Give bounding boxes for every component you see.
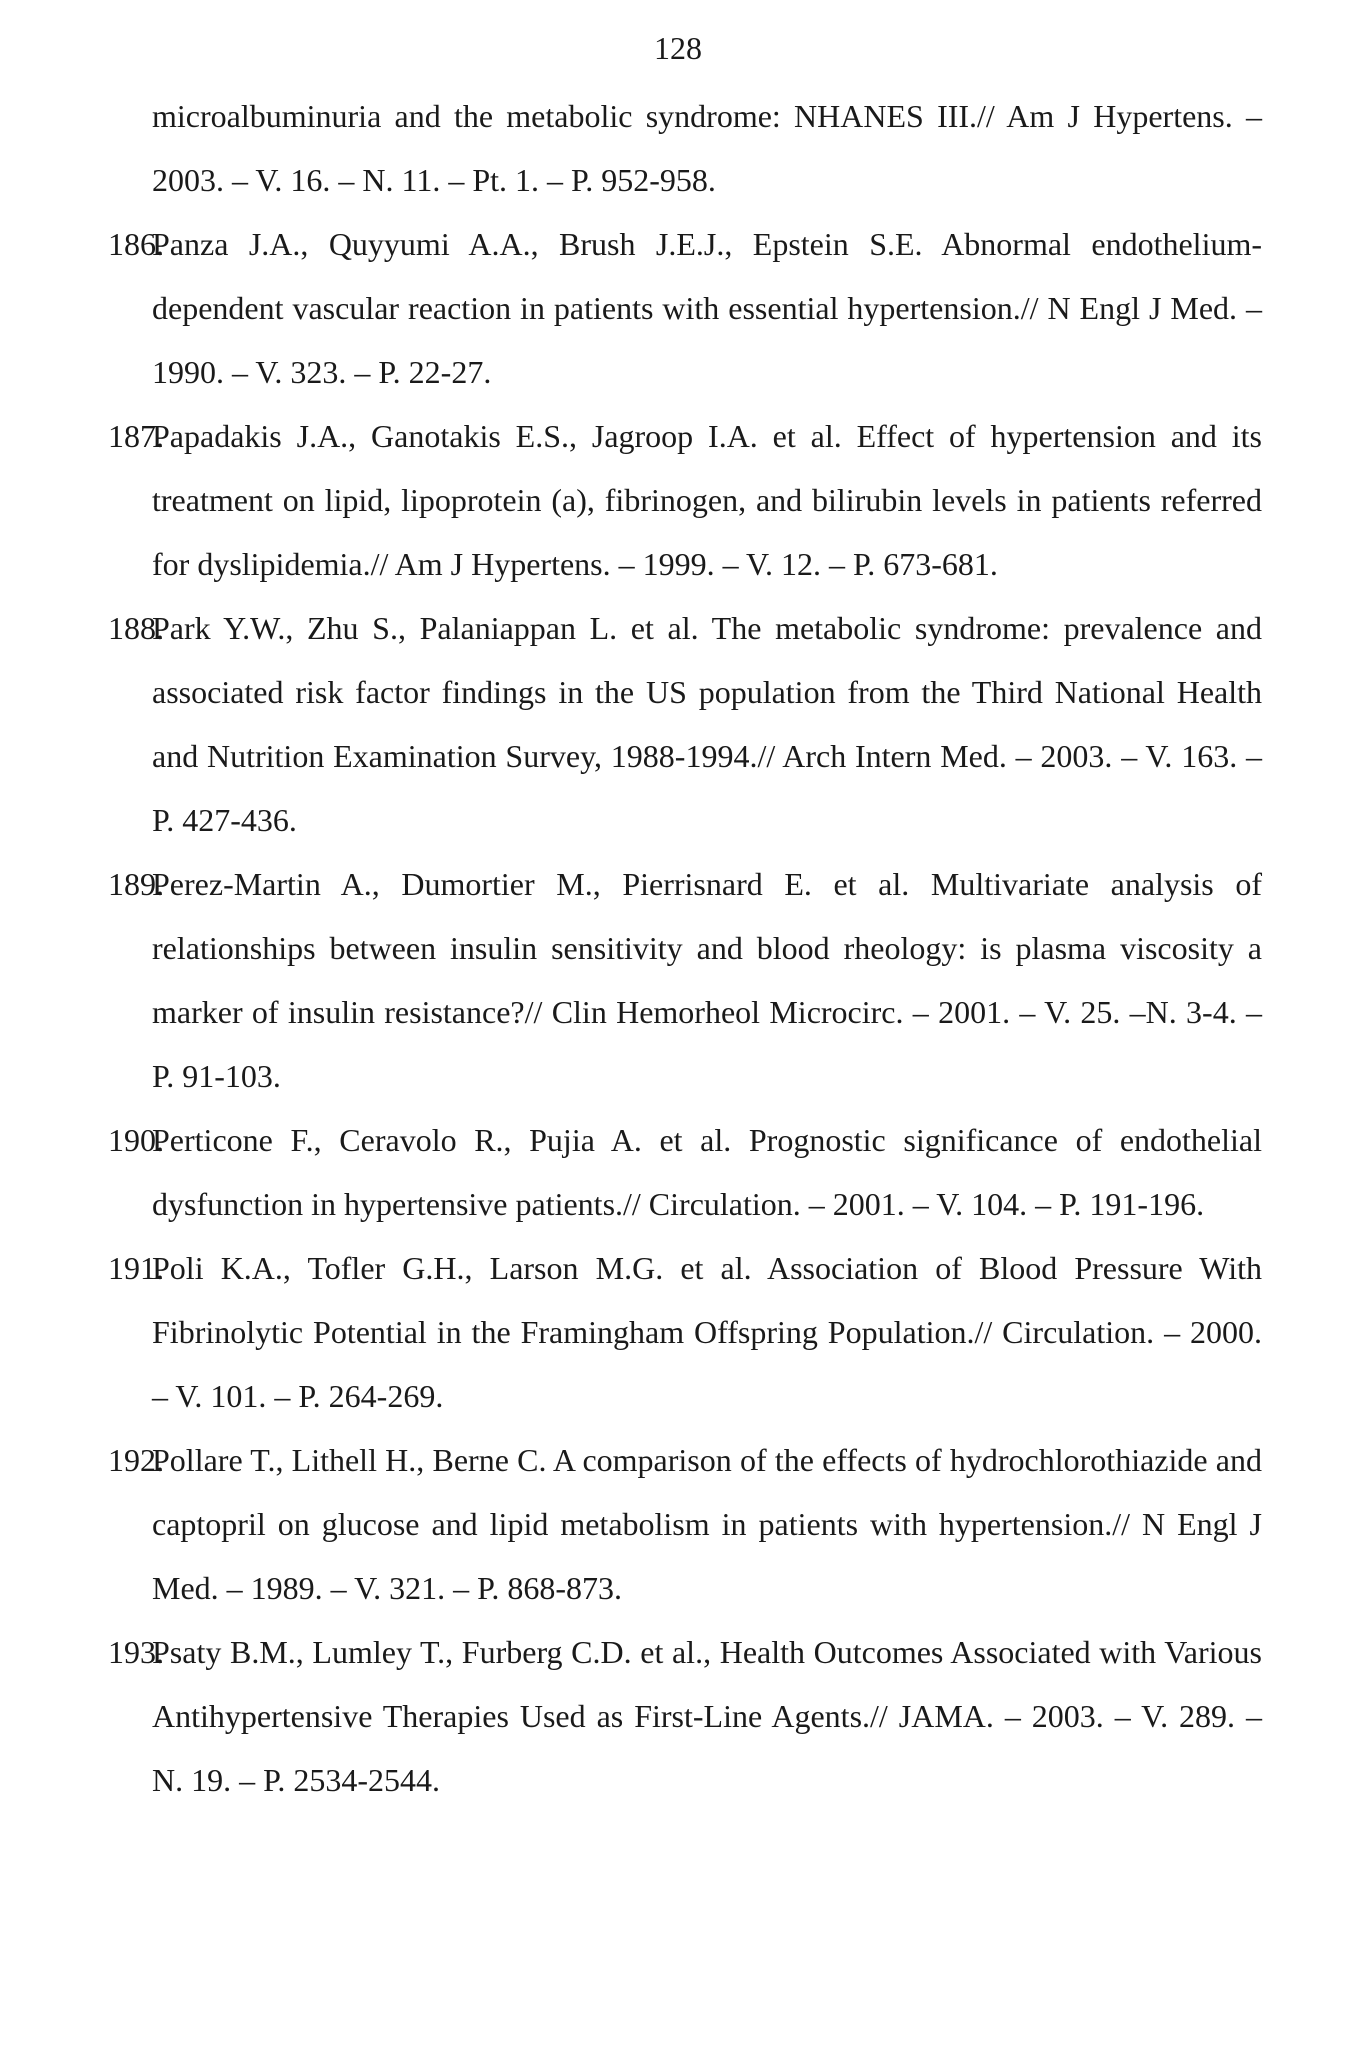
- reference-text: Papadakis J.A., Ganotakis E.S., Jagroop I.A. et al. Effect of hypertension and its treatment on lipid, lipoprotein (a), fibrinogen, and bilirubin levels in patients referred for dyslipidemia.// Am J Hypertens. – 1999. – V. 12. – P. 673-681.: [152, 418, 1262, 582]
- reference-item-189: [108, 852, 1262, 1108]
- reference-item-191: [108, 1236, 1262, 1428]
- reference-text: microalbuminuria and the metabolic syndrome: NHANES III.// Am J Hypertens. – 2003. – V. 16. – N. 11. – Pt. 1. – P. 952-958.: [152, 98, 1262, 198]
- reference-text: Perticone F., Ceravolo R., Pujia A. et al. Prognostic significance of endothelial dysfunction in hypertensive patients.// Circulation. – 2001. – V. 104. – P. 191-196.: [152, 1122, 1262, 1222]
- reference-text: Psaty B.M., Lumley T., Furberg C.D. et al., Health Outcomes Associated with Various Antihypertensive Therapies Used as First-Line Agents.// JAMA. – 2003. – V. 289. – N. 19. – P. 2534-2544.: [152, 1634, 1262, 1798]
- reference-number: 190.: [108, 1122, 164, 1158]
- reference-number: 186.: [108, 226, 164, 262]
- page-number: 128: [654, 30, 702, 66]
- reference-text: Pollare T., Lithell H., Berne C. A comparison of the effects of hydrochlorothiazide and captopril on glucose and lipid metabolism in patients with hypertension.// N Engl J Med. – 1989. – V. 321. – P. 868-873.: [152, 1442, 1262, 1606]
- reference-number: 191.: [108, 1250, 164, 1286]
- reference-text: Panza J.A., Quyyumi A.A., Brush J.E.J., Epstein S.E. Abnormal endothelium-dependent vascular reaction in patients with essential hypertension.// N Engl J Med. – 1990. – V. 323. – P. 22-27.: [152, 226, 1262, 390]
- reference-item-193: [108, 1620, 1262, 1812]
- reference-continued-entry: [152, 84, 1262, 212]
- reference-text: Poli K.A., Tofler G.H., Larson M.G. et al. Association of Blood Pressure With Fibrinolytic Potential in the Framingham Offspring Population.// Circulation. – 2000. – V. 101. – P. 264-269.: [152, 1250, 1262, 1414]
- reference-item-188: [108, 596, 1262, 852]
- reference-item-192: [108, 1428, 1262, 1620]
- reference-text: Perez-Martin A., Dumortier M., Pierrisnard E. et al. Multivariate analysis of relationships between insulin sensitivity and blood rheology: is plasma viscosity a marker of insulin resistance?// Clin Hemorheol Microcirc. – 2001. – V. 25. –N. 3-4. – P. 91-103.: [152, 866, 1262, 1094]
- reference-number: 193.: [108, 1634, 164, 1670]
- reference-item-187: [108, 404, 1262, 596]
- reference-number: 187.: [108, 418, 164, 454]
- reference-number: 192.: [108, 1442, 164, 1478]
- reference-list: [108, 84, 1262, 1812]
- reference-item-186: [108, 212, 1262, 404]
- reference-number: 189.: [108, 866, 164, 902]
- reference-item-190: [108, 1108, 1262, 1236]
- reference-number: 188.: [108, 610, 164, 646]
- reference-text: Park Y.W., Zhu S., Palaniappan L. et al. The metabolic syndrome: prevalence and associated risk factor findings in the US population from the Third National Health and Nutrition Examination Survey, 1988-1994.// Arch Intern Med. – 2003. – V. 163. – P. 427-436.: [152, 610, 1262, 838]
